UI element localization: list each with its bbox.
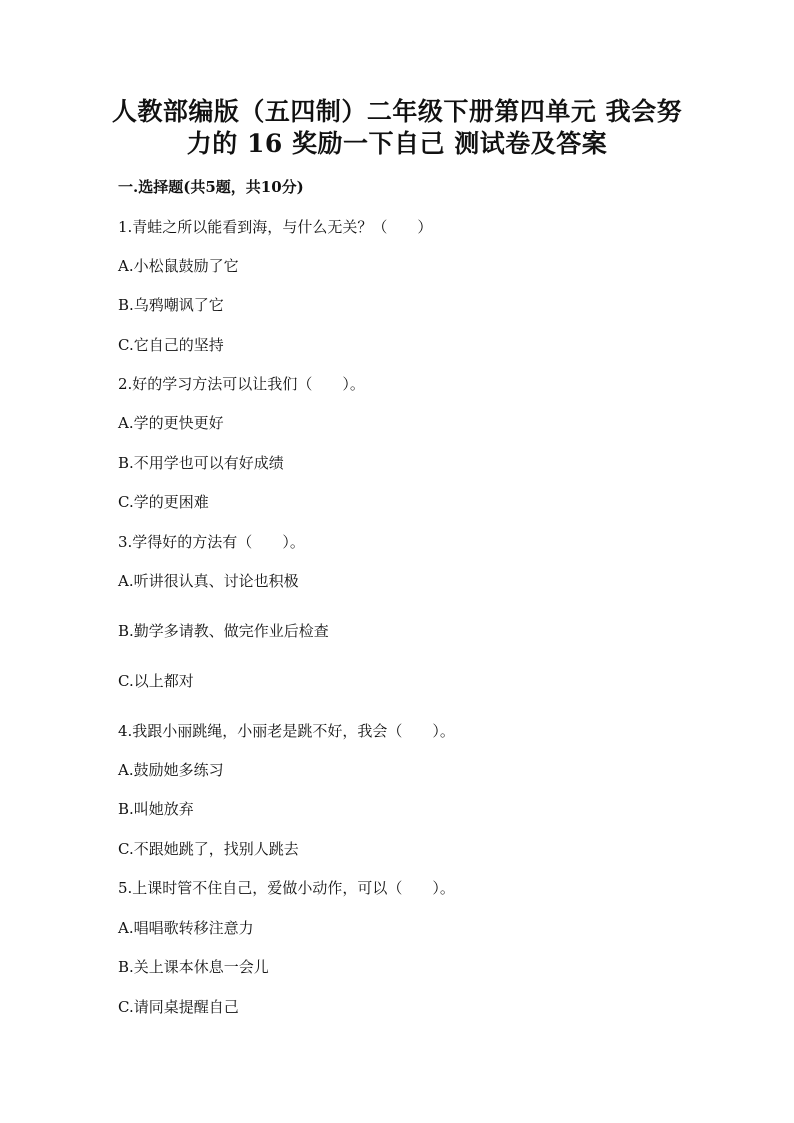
question-3-option-c: C.以上都对 xyxy=(118,672,194,690)
question-4-stem: 4.我跟小丽跳绳，小丽老是跳不好，我会（ ）。 xyxy=(118,722,455,740)
question-2-option-c: C.学的更困难 xyxy=(118,493,209,511)
question-2-option-a: A.学的更快更好 xyxy=(118,414,224,432)
page-title-line-2: 力的 16 奖励一下自己 测试卷及答案 xyxy=(186,129,608,158)
question-5-stem: 5.上课时管不住自己，爱做小动作，可以（ ）。 xyxy=(118,879,455,897)
question-1-option-b: B.乌鸦嘲讽了它 xyxy=(118,296,224,314)
question-5-option-a: A.唱唱歌转移注意力 xyxy=(118,919,254,937)
question-3-stem: 3.学得好的方法有（ ）。 xyxy=(118,533,305,551)
section-heading: 一.选择题(共5题，共10分) xyxy=(118,178,304,196)
question-4-option-c: C.不跟她跳了，找别人跳去 xyxy=(118,840,299,858)
question-4-option-a: A.鼓励她多练习 xyxy=(118,761,224,779)
question-3-option-a: A.听讲很认真、讨论也积极 xyxy=(118,572,299,590)
question-3-option-b: B.勤学多请教、做完作业后检查 xyxy=(118,622,329,640)
question-1-stem: 1.青蛙之所以能看到海，与什么无关？（ ） xyxy=(118,218,433,236)
question-5-option-b: B.关上课本休息一会儿 xyxy=(118,958,269,976)
question-1-option-c: C.它自己的坚持 xyxy=(118,336,224,354)
question-5-option-c: C.请同桌提醒自己 xyxy=(118,998,239,1016)
question-2-stem: 2.好的学习方法可以让我们（ ）。 xyxy=(118,375,365,393)
question-1-option-a: A.小松鼠鼓励了它 xyxy=(118,257,239,275)
question-4-option-b: B.叫她放弃 xyxy=(118,800,194,818)
question-2-option-b: B.不用学也可以有好成绩 xyxy=(118,454,284,472)
page-title-line-1: 人教部编版（五四制）二年级下册第四单元 我会努 xyxy=(111,97,683,126)
